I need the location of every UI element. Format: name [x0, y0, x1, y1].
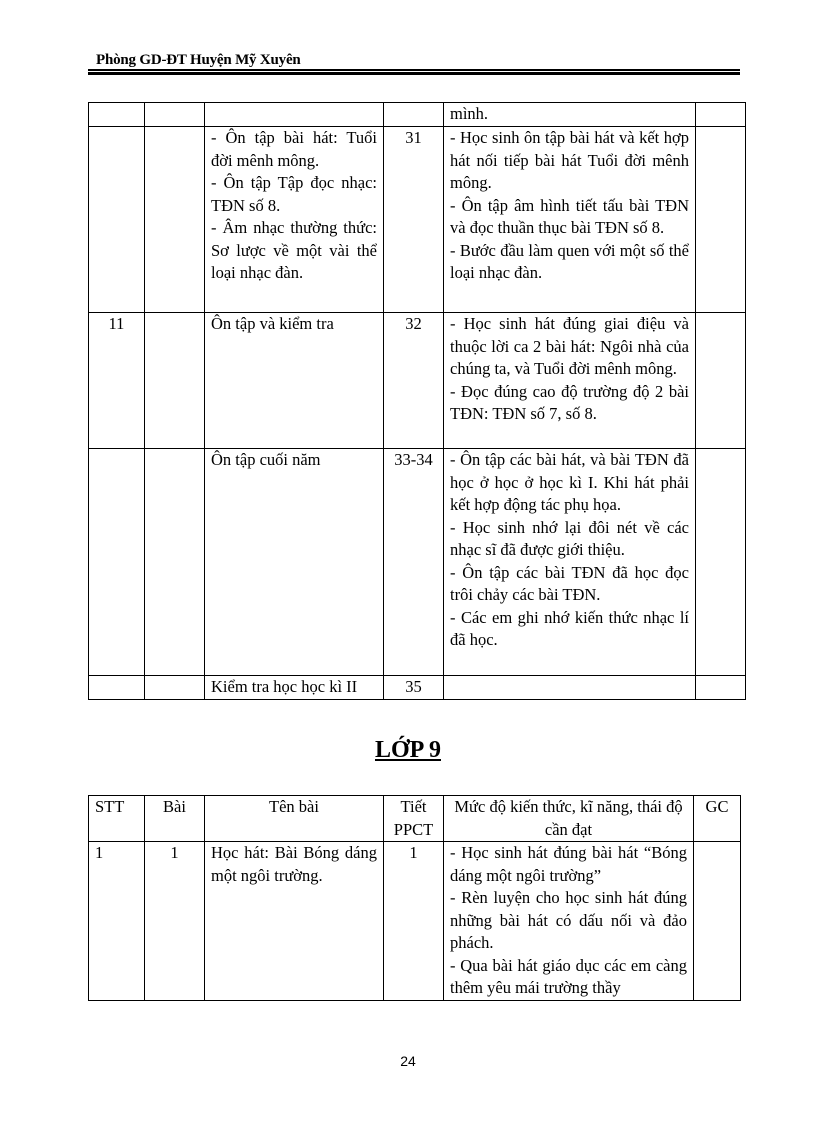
stt-cell — [89, 449, 145, 676]
ten-bai-cell-line: Kiểm tra học học kì II — [211, 677, 358, 696]
ten-bai-cell-line: - Ôn tập Tập đọc nhạc: TĐN số 8. — [211, 173, 377, 215]
stt-cell — [89, 103, 145, 127]
bai-cell: 1 — [145, 842, 205, 1001]
table-header-row — [89, 796, 741, 842]
ten-bai-cell-line: Học hát: Bài Bóng dáng một ngôi trường. — [211, 843, 377, 885]
gc-cell — [696, 127, 746, 313]
header-ten: Tên bài — [205, 796, 384, 842]
gc-cell — [696, 449, 746, 676]
muc-do-cell-line: - Các em ghi nhớ kiến thức nhạc lí đã học. — [450, 607, 689, 649]
tiet-cell: 35 — [384, 676, 444, 700]
ten-bai-cell — [205, 103, 384, 127]
ten-bai-cell — [205, 313, 384, 449]
ten-bai-cell — [205, 127, 384, 313]
ten-bai-cell-line: Ôn tập và kiểm tra — [211, 314, 334, 333]
muc-do-cell-line: - Học sinh hát đúng giai điệu và thuộc lời ca 2 bài hát: Ngôi nhà của chúng ta, và Tuổi đời mênh mông. — [450, 314, 689, 378]
tiet-cell: 32 — [384, 313, 444, 449]
header-rule-bottom — [88, 72, 740, 75]
ten-bai-cell — [205, 842, 384, 1001]
stt-cell — [89, 127, 145, 313]
gc-cell — [696, 313, 746, 449]
muc-do-cell-line: - Học sinh hát đúng bài hát “Bóng dáng một ngôi trường” — [450, 843, 687, 885]
ten-bai-cell-line: - Ôn tập bài hát: Tuổi đời mênh mông. — [211, 128, 377, 170]
muc-do-cell — [444, 313, 696, 449]
stt-cell — [89, 676, 145, 700]
gc-cell — [694, 842, 741, 1001]
tiet-cell: 1 — [384, 842, 444, 1001]
page-number: 24 — [400, 1053, 416, 1069]
muc-do-cell-line: - Ôn tập âm hình tiết tấu bài TĐN và đọc thuần thục bài TĐN số 8. — [450, 195, 689, 237]
bai-cell — [145, 103, 205, 127]
muc-do-cell — [444, 127, 696, 313]
ten-bai-cell-line: Ôn tập cuối năm — [211, 450, 321, 469]
muc-do-cell-line: - Qua bài hát giáo dục các em càng thêm yêu mái trường thầy — [450, 955, 687, 997]
header-text: Phòng GD-ĐT Huyện Mỹ Xuyên — [96, 52, 301, 68]
section-title: LỚP 9 — [374, 737, 441, 763]
lesson-table-grade-8 — [88, 102, 746, 700]
muc-do-cell-line: - Rèn luyện cho học sinh hát đúng những bài hát có dấu nối và đảo phách. — [450, 888, 687, 952]
gc-cell — [696, 676, 746, 700]
bai-cell — [145, 676, 205, 700]
ten-bai-cell — [205, 676, 384, 700]
lesson-table-grade-9 — [88, 795, 741, 1001]
ten-bai-cell — [205, 449, 384, 676]
muc-do-cell-line: mình. — [450, 104, 489, 123]
muc-do-cell-line: - Học sinh ôn tập bài hát và kết hợp hát nối tiếp bài hát Tuổi đời mênh mông. — [450, 128, 689, 192]
bai-cell — [145, 127, 205, 313]
stt-cell: 1 — [89, 842, 145, 1001]
header-rule-top — [88, 69, 740, 71]
bai-cell — [145, 313, 205, 449]
muc-do-cell-line: - Ôn tập các bài TĐN đã học đọc trôi chảy các bài TĐN. — [450, 562, 689, 604]
table-row — [89, 313, 746, 449]
header-bai: Bài — [145, 796, 205, 842]
table-row — [89, 127, 746, 313]
muc-do-cell — [444, 676, 696, 700]
table-row — [89, 449, 746, 676]
table-row — [89, 676, 746, 700]
muc-do-cell — [444, 103, 696, 127]
bai-cell — [145, 449, 205, 676]
muc-do-cell — [444, 842, 694, 1001]
muc-do-cell-line: - Ôn tập các bài hát, và bài TĐN đã học ở học ở học kì I. Khi hát phải kết hợp động tác phụ họa. — [450, 450, 689, 514]
muc-do-cell-line: - Học sinh nhớ lại đôi nét về các nhạc sĩ đã được giới thiệu. — [450, 517, 689, 559]
gc-cell — [696, 103, 746, 127]
header-stt: STT — [89, 796, 145, 842]
stt-cell: 11 — [89, 313, 145, 449]
table-row — [89, 842, 741, 1001]
header-tiet: Tiết PPCT — [384, 796, 444, 842]
tiet-cell: 31 — [384, 127, 444, 313]
tiet-cell — [384, 103, 444, 127]
header-gc: GC — [694, 796, 741, 842]
table-row — [89, 103, 746, 127]
header-muc: Mức độ kiến thức, kĩ năng, thái độ cần đạt — [444, 796, 694, 842]
tiet-cell: 33-34 — [384, 449, 444, 676]
muc-do-cell-line: - Đọc đúng cao độ trường độ 2 bài TĐN: TĐN số 7, số 8. — [450, 381, 689, 423]
muc-do-cell — [444, 449, 696, 676]
muc-do-cell-line: - Bước đầu làm quen với một số thể loại nhạc đàn. — [450, 240, 689, 282]
ten-bai-cell-line: - Âm nhạc thường thức: Sơ lược về một vài thể loại nhạc đàn. — [211, 218, 377, 282]
